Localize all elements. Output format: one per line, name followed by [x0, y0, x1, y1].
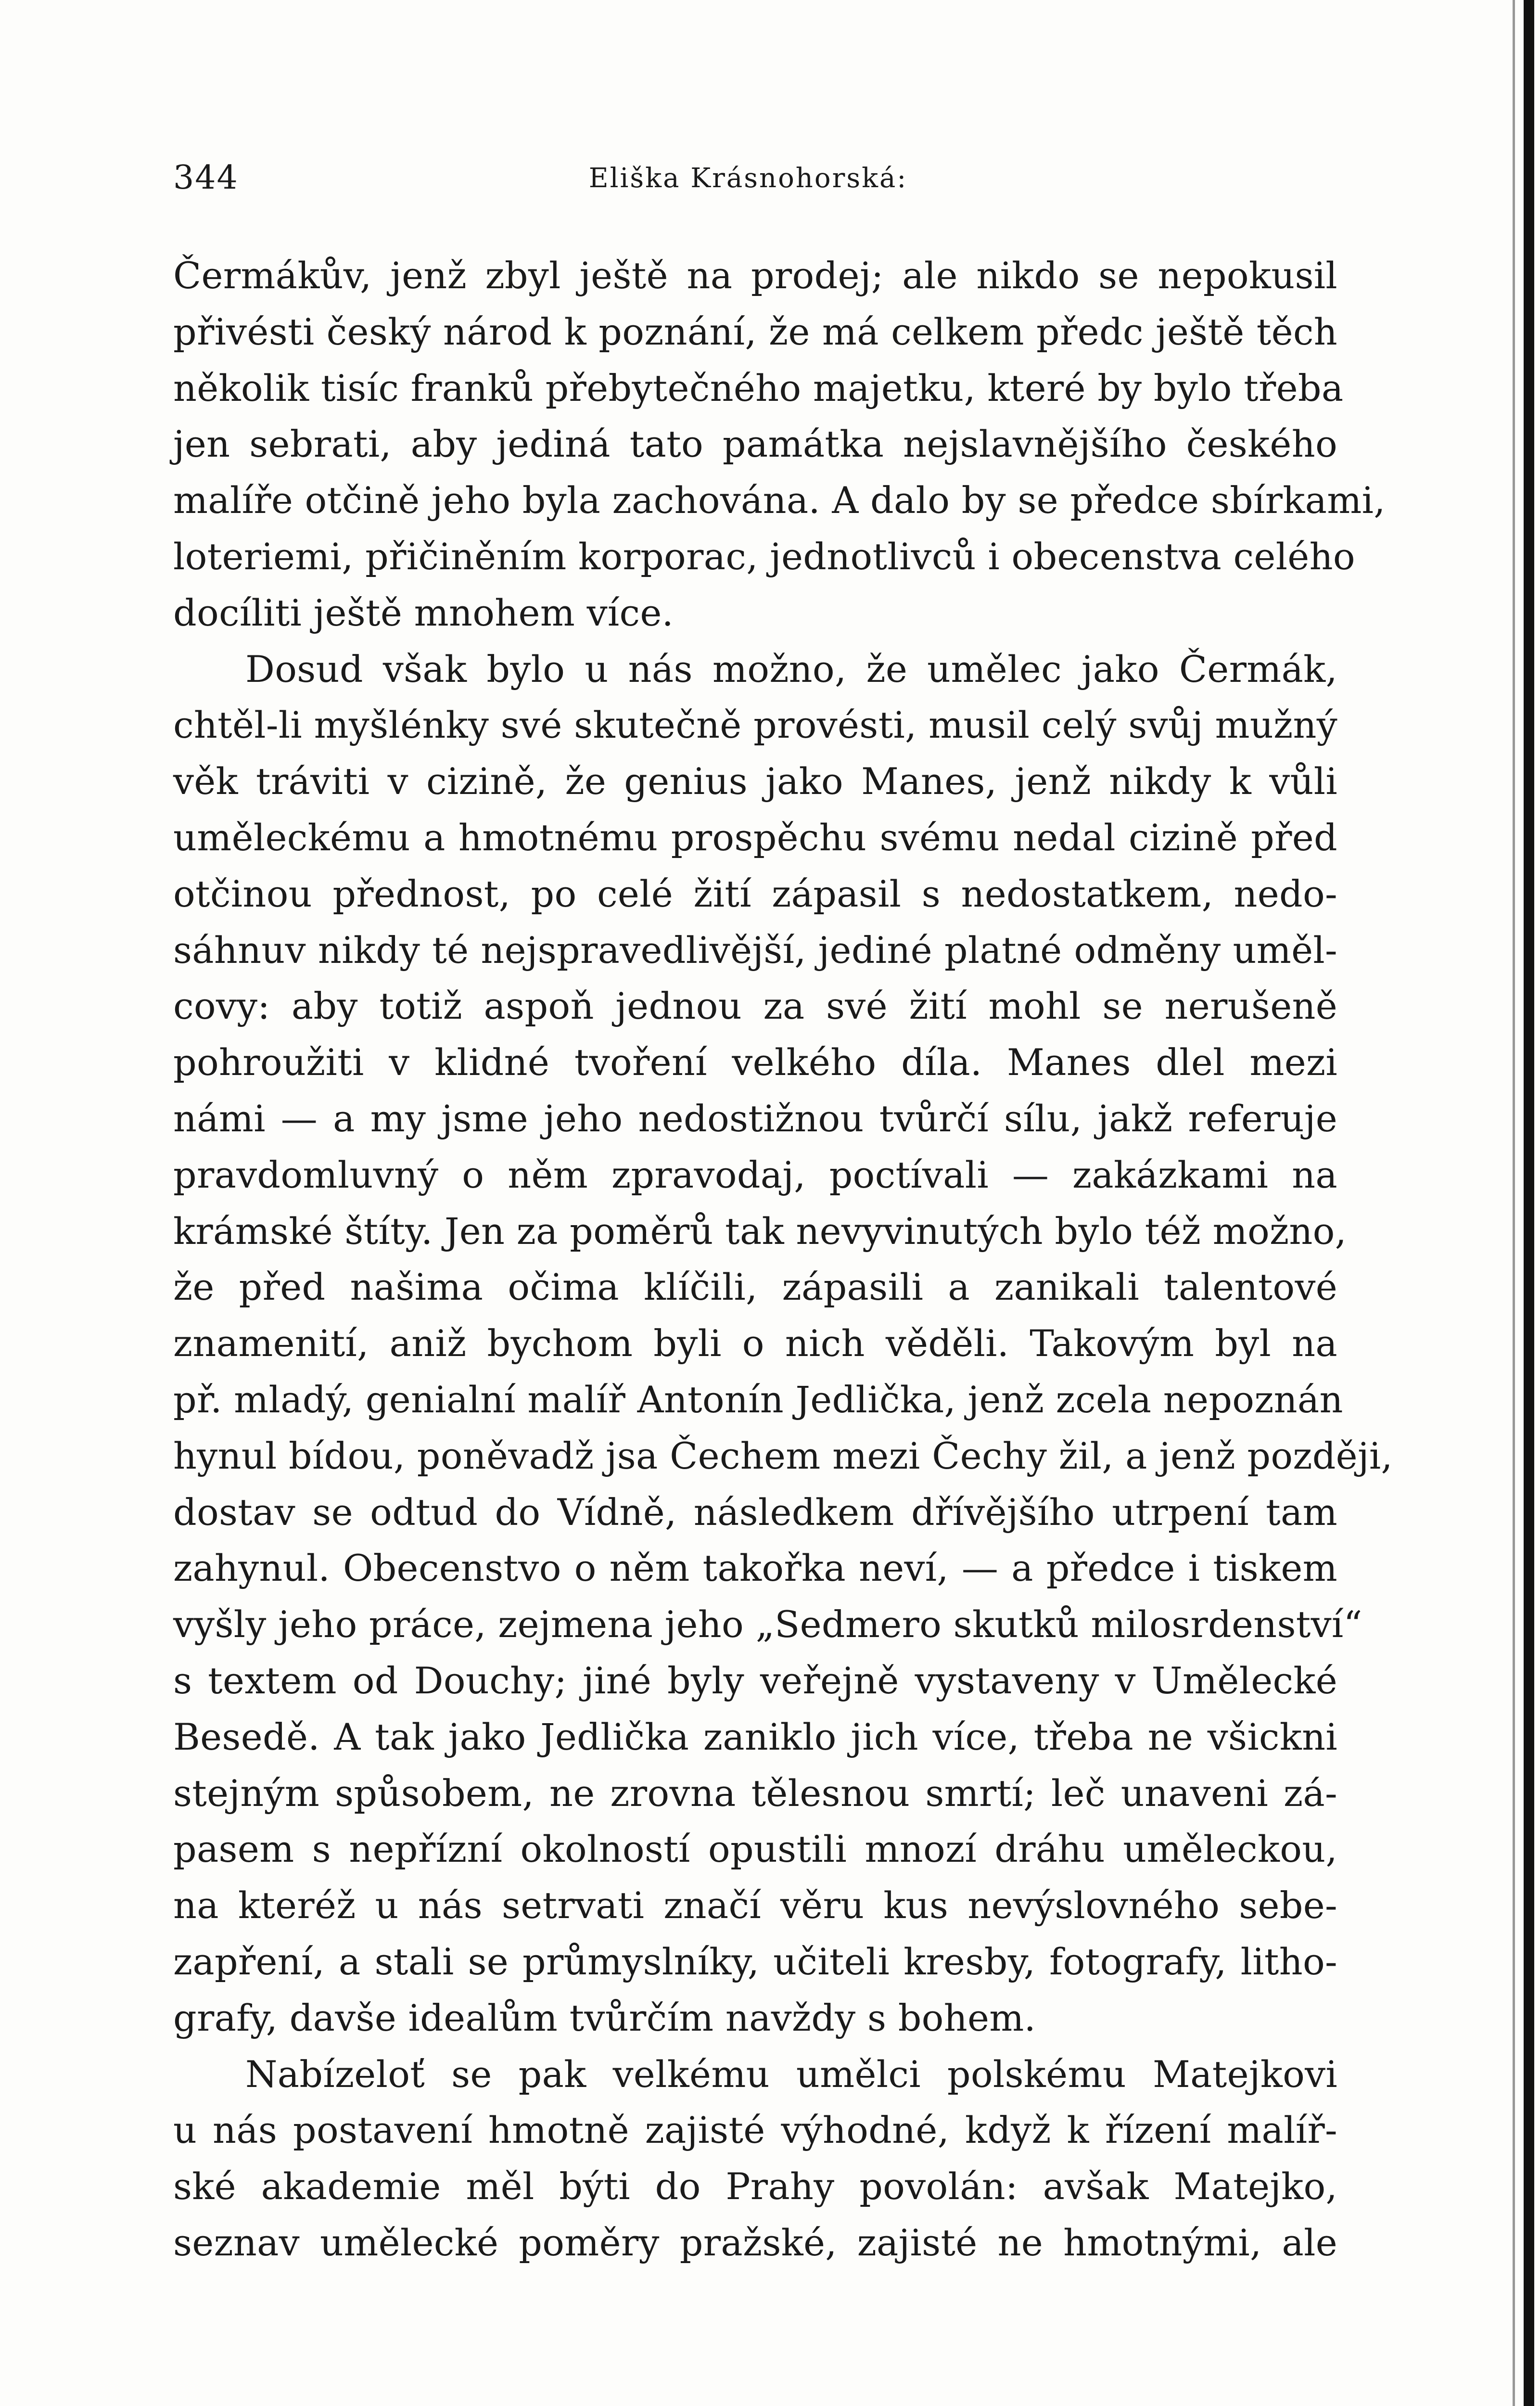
text-line: malíře otčině jeho byla zachována. A dalo by se předce sbírkami, [173, 479, 1386, 522]
text-line: že před našima očima klíčili, zápasili a zanikali talentové [173, 1266, 1337, 1309]
text-line: grafy, davše idealům tvůrčím navždy s bohem. [173, 1996, 1036, 2039]
text-line: ské akademie měl býti do Prahy povolán: avšak Matejko, [173, 2165, 1337, 2208]
text-line: covy: aby totiž aspoň jednou za své žití mohl se nerušeně [173, 985, 1337, 1028]
text-line: chtěl-li myšlénky své skutečně provésti, musil celý svůj mužný [173, 704, 1337, 747]
text-line: sáhnuv nikdy té nejspravedlivější, jediné platné odměny uměl- [173, 928, 1337, 972]
page-number: 344 [173, 159, 239, 197]
text-line: přivésti český národ k poznání, že má celkem předc ještě těch [173, 310, 1337, 353]
text-line: př. mladý, genialní malíř Antonín Jedlička, jenž zcela nepoznán [173, 1378, 1343, 1421]
text-line: jen sebrati, aby jediná tato památka nejslavnějšího českého [173, 422, 1337, 466]
text-line: znamenití, aniž bychom byli o nich věděli. Takovým byl na [173, 1322, 1337, 1365]
binding-edge [1524, 0, 1534, 2406]
text-line: stejným spůsobem, ne zrovna tělesnou smrtí; leč unaveni zá- [173, 1771, 1337, 1815]
text-line: Nabízeloť se pak velkému umělci polskému Matejkovi [245, 2052, 1337, 2096]
binding-edge-shadow [1513, 0, 1515, 2406]
body-text [173, 248, 1393, 2271]
text-line: několik tisíc franků přebytečného majetku, které by bylo třeba [173, 366, 1344, 410]
text-line: dostav se odtud do Vídně, následkem dřívějšího utrpení tam [173, 1490, 1337, 1534]
text-line: s textem od Douchy; jiné byly veřejně vystaveny v Umělecké [173, 1659, 1337, 1702]
text-line: krámské štíty. Jen za poměrů tak nevyvinutých bylo též možno, [173, 1209, 1347, 1253]
text-line: zahynul. Obecenstvo o něm takořka neví, — a předce i tiskem [173, 1547, 1337, 1590]
text-line: uměleckému a hmotnému prospěchu svému nedal cizině před [173, 816, 1337, 859]
text-line: pravdomluvný o něm zpravodaj, poctívali — zakázkami na [173, 1153, 1337, 1196]
text-line: u nás postavení hmotně zajisté výhodné, když k řízení malíř- [173, 2109, 1337, 2152]
text-line: pohroužiti v klidné tvoření velkého díla. Manes dlel mezi [173, 1041, 1337, 1084]
text-line: hynul bídou, poněvadž jsa Čechem mezi Čechy žil, a jenž později, [173, 1434, 1393, 1477]
text-line: Čermákův, jenž zbyl ještě na prodej; ale nikdo se nepokusil [173, 254, 1337, 297]
text-line: pasem s nepřízní okolností opustili mnozí dráhu uměleckou, [173, 1828, 1337, 1871]
text-line: otčinou přednost, po celé žití zápasil s nedostatkem, nedo- [173, 872, 1337, 915]
text-line: Besedě. A tak jako Jedlička zaniklo jich více, třeba ne všickni [173, 1715, 1337, 1758]
text-line: vyšly jeho práce, zejmena jeho „Sedmero skutků milosrdenství“ [173, 1603, 1362, 1646]
text-line: věk tráviti v cizině, že genius jako Manes, jenž nikdy k vůli [173, 760, 1337, 803]
text-line: na kteréž u nás setrvati značí věru kus nevýslovného sebe- [173, 1884, 1337, 1927]
text-line: docíliti ještě mnohem více. [173, 591, 674, 634]
text-line: seznav umělecké poměry pražské, zajisté ne hmotnými, ale [173, 2221, 1337, 2264]
text-line: zapření, a stali se průmyslníky, učiteli kresby, fotografy, litho- [173, 1940, 1337, 1983]
text-line: Dosud však bylo u nás možno, že umělec jako Čermák, [245, 647, 1337, 691]
text-line: loteriemi, přičiněním korporac, jednotlivců i obecenstva celého [173, 535, 1355, 578]
page-header [173, 159, 1323, 212]
running-head: Eliška Krásnohorská: [588, 163, 908, 194]
text-line: námi — a my jsme jeho nedostižnou tvůrčí sílu, jakž referuje [173, 1097, 1337, 1140]
